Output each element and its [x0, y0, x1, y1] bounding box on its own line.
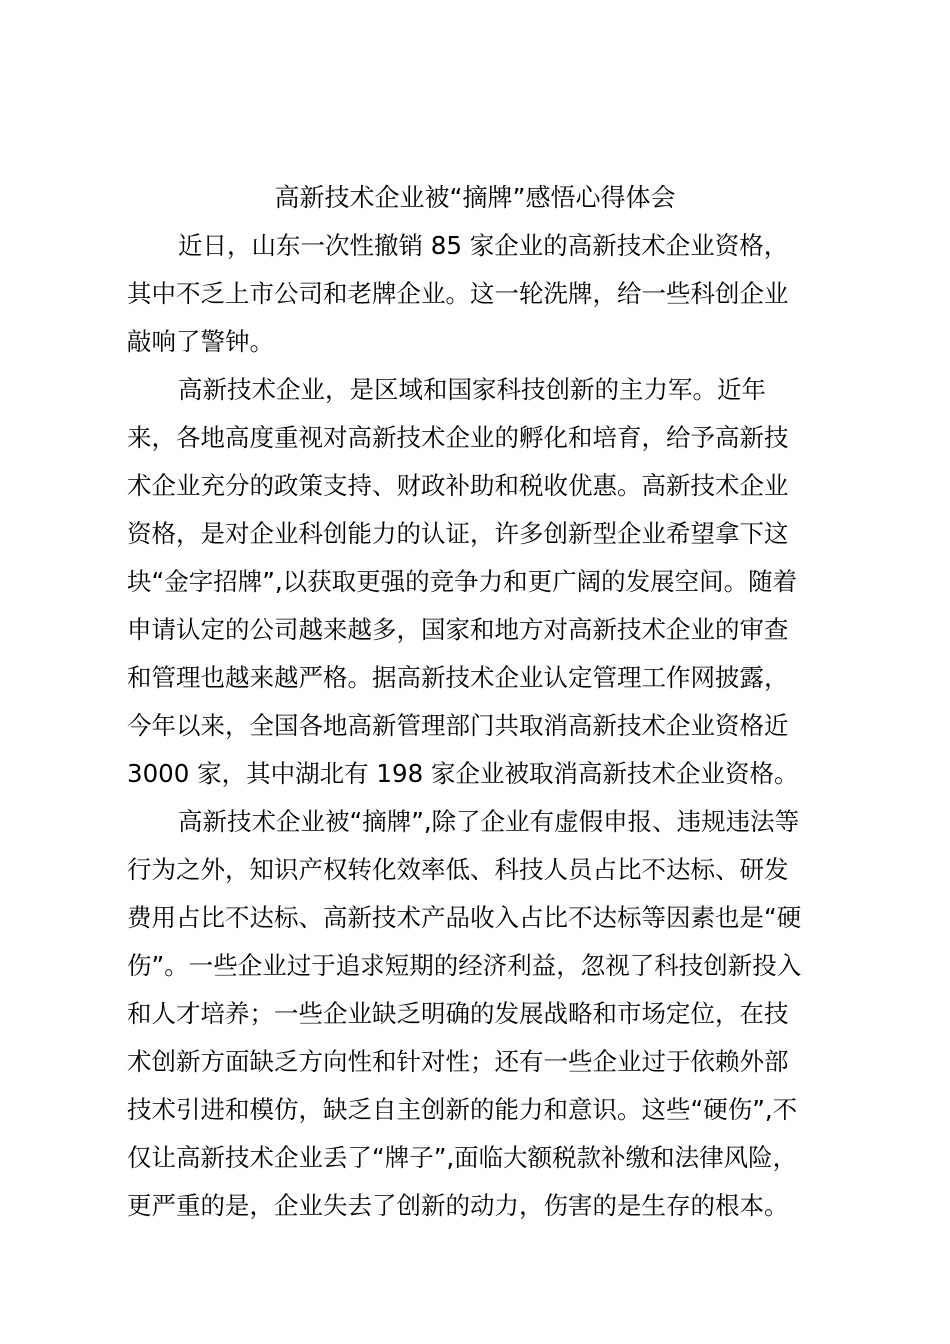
text-line: 来，各地高度重视对高新技术企业的孵化和培育，给予高新技 [127, 423, 789, 452]
paragraph-2 [127, 366, 837, 798]
document-title: 高新技术企业被“摘牌”感悟心得体会 [274, 183, 676, 212]
text-line: 和管理也越来越严格。据高新技术企业认定管理工作网披露， [127, 663, 789, 692]
text-line: 技术引进和模仿，缺乏自主创新的能力和意识。这些“硬伤”,不 [127, 1095, 798, 1124]
paragraph-1 [127, 222, 837, 366]
text-line: 高新技术企业，是区域和国家科技创新的主力军。近年 [178, 375, 766, 404]
text-line: 敲响了警钟。 [127, 327, 274, 356]
text-line: 更严重的是，企业失去了创新的动力，伤害的是生存的根本。 [127, 1191, 789, 1220]
text-line: 块“金字招牌”,以获取更强的竞争力和更广阔的发展空间。随着 [127, 567, 798, 596]
text-line: 高新技术企业被“摘牌”,除了企业有虚假申报、违规违法等 [178, 807, 800, 836]
text-line: 3000 家，其中湖北有 198 家企业被取消高新技术企业资格。 [127, 759, 799, 788]
text-line: 近日，山东一次性撤销 85 家企业的高新技术企业资格， [178, 231, 789, 260]
text-line: 仅让高新技术企业丢了“牌子”,面临大额税款补缴和法律风险， [127, 1143, 798, 1172]
text-line: 其中不乏上市公司和老牌企业。这一轮洗牌，给一些科创企业 [127, 279, 789, 308]
text-line: 行为之外，知识产权转化效率低、科技人员占比不达标、研发 [127, 855, 789, 884]
text-line: 费用占比不达标、高新技术产品收入占比不达标等因素也是“硬 [127, 903, 802, 932]
text-line: 术企业充分的政策支持、财政补助和税收优惠。高新技术企业 [127, 471, 789, 500]
text-line: 伤”。一些企业过于追求短期的经济利益，忽视了科技创新投入 [127, 951, 802, 980]
paragraph-3 [127, 798, 837, 1230]
text-line: 资格，是对企业科创能力的认证，许多创新型企业希望拿下这 [127, 519, 789, 548]
text-line: 申请认定的公司越来越多，国家和地方对高新技术企业的审查 [127, 615, 789, 644]
document-body [127, 222, 837, 1230]
text-line: 术创新方面缺乏方向性和针对性；还有一些企业过于依赖外部 [127, 1047, 789, 1076]
text-line: 今年以来，全国各地高新管理部门共取消高新技术企业资格近 [127, 711, 789, 740]
text-line: 和人才培养；一些企业缺乏明确的发展战略和市场定位，在技 [127, 999, 789, 1028]
